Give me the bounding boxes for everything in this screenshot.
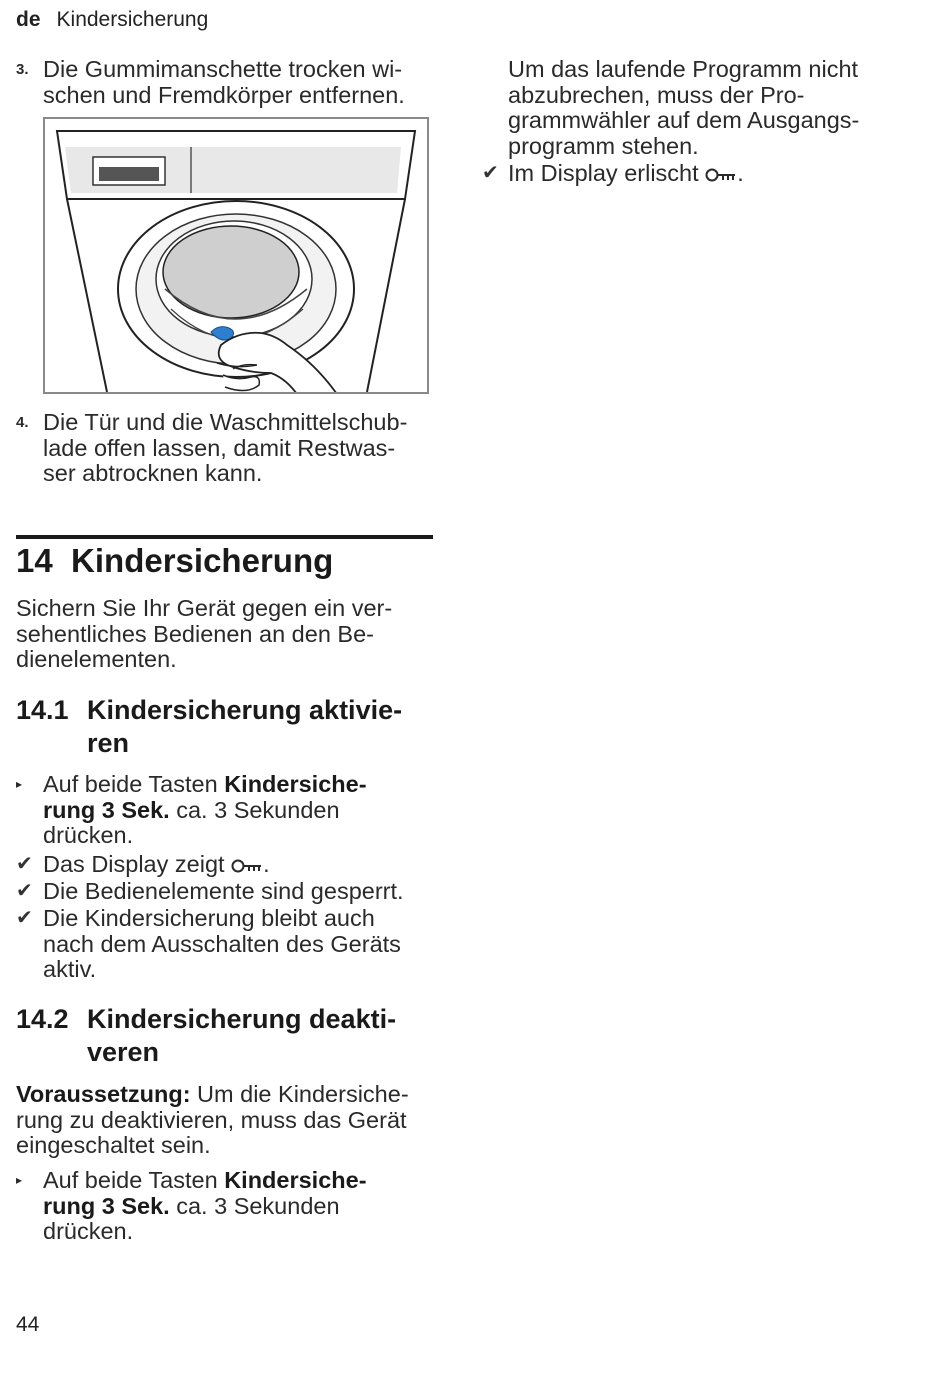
result-text: Im Display erlischt bbox=[508, 160, 699, 186]
section-14-2-number: 14.2 bbox=[16, 1004, 69, 1034]
action-text-part: drücken. bbox=[43, 822, 134, 849]
intro-line: Sichern Sie Ihr Gerät gegen ein ver- bbox=[16, 595, 393, 621]
step-4-line: lade offen lassen, damit Restwas- bbox=[43, 434, 396, 461]
step-4-line: ser abtrocknen kann. bbox=[43, 460, 263, 487]
button-name: rung 3 Sek. bbox=[43, 1192, 170, 1219]
washing-machine-illustration bbox=[43, 117, 429, 394]
key-icon bbox=[231, 859, 263, 873]
page-header bbox=[16, 8, 208, 32]
action-text-part: Auf beide Tasten bbox=[43, 1167, 225, 1193]
section-14-1-title-cont: ren bbox=[87, 728, 130, 758]
result-item bbox=[0, 906, 440, 984]
washing-machine-drawing bbox=[45, 119, 427, 392]
action-text bbox=[43, 772, 438, 849]
result-text: aktiv. bbox=[43, 956, 97, 983]
header-title: Kindersicherung bbox=[56, 8, 209, 31]
triangle-right-icon: ▸ bbox=[16, 777, 23, 791]
triangle-right-icon: ▸ bbox=[16, 1173, 23, 1187]
button-name: Kindersiche- bbox=[224, 771, 367, 797]
section-14-intro bbox=[16, 596, 436, 673]
action-text bbox=[43, 1168, 438, 1245]
section-rule bbox=[16, 535, 433, 539]
action-step-14-2 bbox=[0, 1168, 440, 1246]
step-number-3: 3. bbox=[16, 61, 29, 78]
result-text: . bbox=[737, 160, 744, 186]
checkmark-icon: ✔ bbox=[482, 162, 499, 184]
right-column-paragraph bbox=[508, 57, 928, 159]
paragraph-line: Um das laufende Programm nicht bbox=[508, 56, 859, 82]
prerequisite-text: eingeschaltet sein. bbox=[16, 1132, 211, 1159]
section-14-1-title: Kindersicherung aktivie- bbox=[87, 695, 403, 725]
right-column-result bbox=[480, 161, 930, 188]
prerequisite-text: Um die Kindersiche- bbox=[190, 1081, 409, 1107]
page-number: 44 bbox=[16, 1313, 40, 1336]
prerequisite-text: rung zu deaktivieren, muss das Gerät bbox=[16, 1106, 407, 1133]
checkmark-icon: ✔ bbox=[16, 907, 33, 929]
checkmark-icon: ✔ bbox=[16, 853, 33, 875]
result-item bbox=[0, 879, 440, 906]
paragraph-line: programm stehen. bbox=[508, 132, 699, 159]
action-text-part: Auf beide Tasten bbox=[43, 771, 225, 797]
action-text-part: ca. 3 Sekunden bbox=[169, 796, 340, 823]
action-step-14-1 bbox=[0, 772, 440, 850]
prerequisite-label: Voraussetzung: bbox=[16, 1081, 191, 1107]
step-3-text bbox=[43, 57, 438, 108]
button-name: rung 3 Sek. bbox=[43, 796, 170, 823]
intro-line: sehentliches Bedienen an den Be- bbox=[16, 620, 374, 647]
step-3-line: schen und Fremdkörper entfernen. bbox=[43, 81, 405, 108]
section-14-2-title: Kindersicherung deakti- bbox=[87, 1004, 397, 1034]
prerequisite bbox=[16, 1082, 441, 1159]
intro-line: dienelementen. bbox=[16, 646, 177, 673]
result-list-14-1 bbox=[0, 852, 440, 984]
step-3-line: Die Gummimanschette trocken wi- bbox=[43, 56, 403, 82]
result-text: Die Kindersicherung bleibt auch bbox=[43, 905, 375, 931]
section-14-1-heading bbox=[16, 694, 436, 760]
action-text-part: ca. 3 Sekunden bbox=[169, 1192, 340, 1219]
result-text: Die Bedienelemente sind gesperrt. bbox=[43, 878, 404, 904]
key-icon bbox=[705, 168, 737, 182]
section-14-2-heading bbox=[16, 1003, 436, 1069]
paragraph-line: abzubrechen, muss der Pro- bbox=[508, 81, 805, 108]
language-code: de bbox=[16, 8, 41, 31]
action-text-part: drücken. bbox=[43, 1218, 134, 1245]
result-text: . bbox=[263, 851, 270, 877]
result-text: nach dem Ausschalten des Geräts bbox=[43, 930, 401, 957]
section-14-1-number: 14.1 bbox=[16, 695, 69, 725]
step-4-line: Die Tür und die Waschmittelschub- bbox=[43, 409, 408, 435]
result-text: Das Display zeigt bbox=[43, 851, 225, 877]
step-4-text bbox=[43, 410, 438, 487]
button-name: Kindersiche- bbox=[224, 1167, 367, 1193]
checkmark-icon: ✔ bbox=[16, 880, 33, 902]
paragraph-line: grammwähler auf dem Ausgangs- bbox=[508, 107, 860, 134]
step-number-4: 4. bbox=[16, 414, 29, 431]
section-14-2-title-cont: veren bbox=[87, 1037, 160, 1067]
result-item bbox=[0, 852, 440, 879]
section-14-title: 14 Kindersicherung bbox=[16, 542, 334, 579]
